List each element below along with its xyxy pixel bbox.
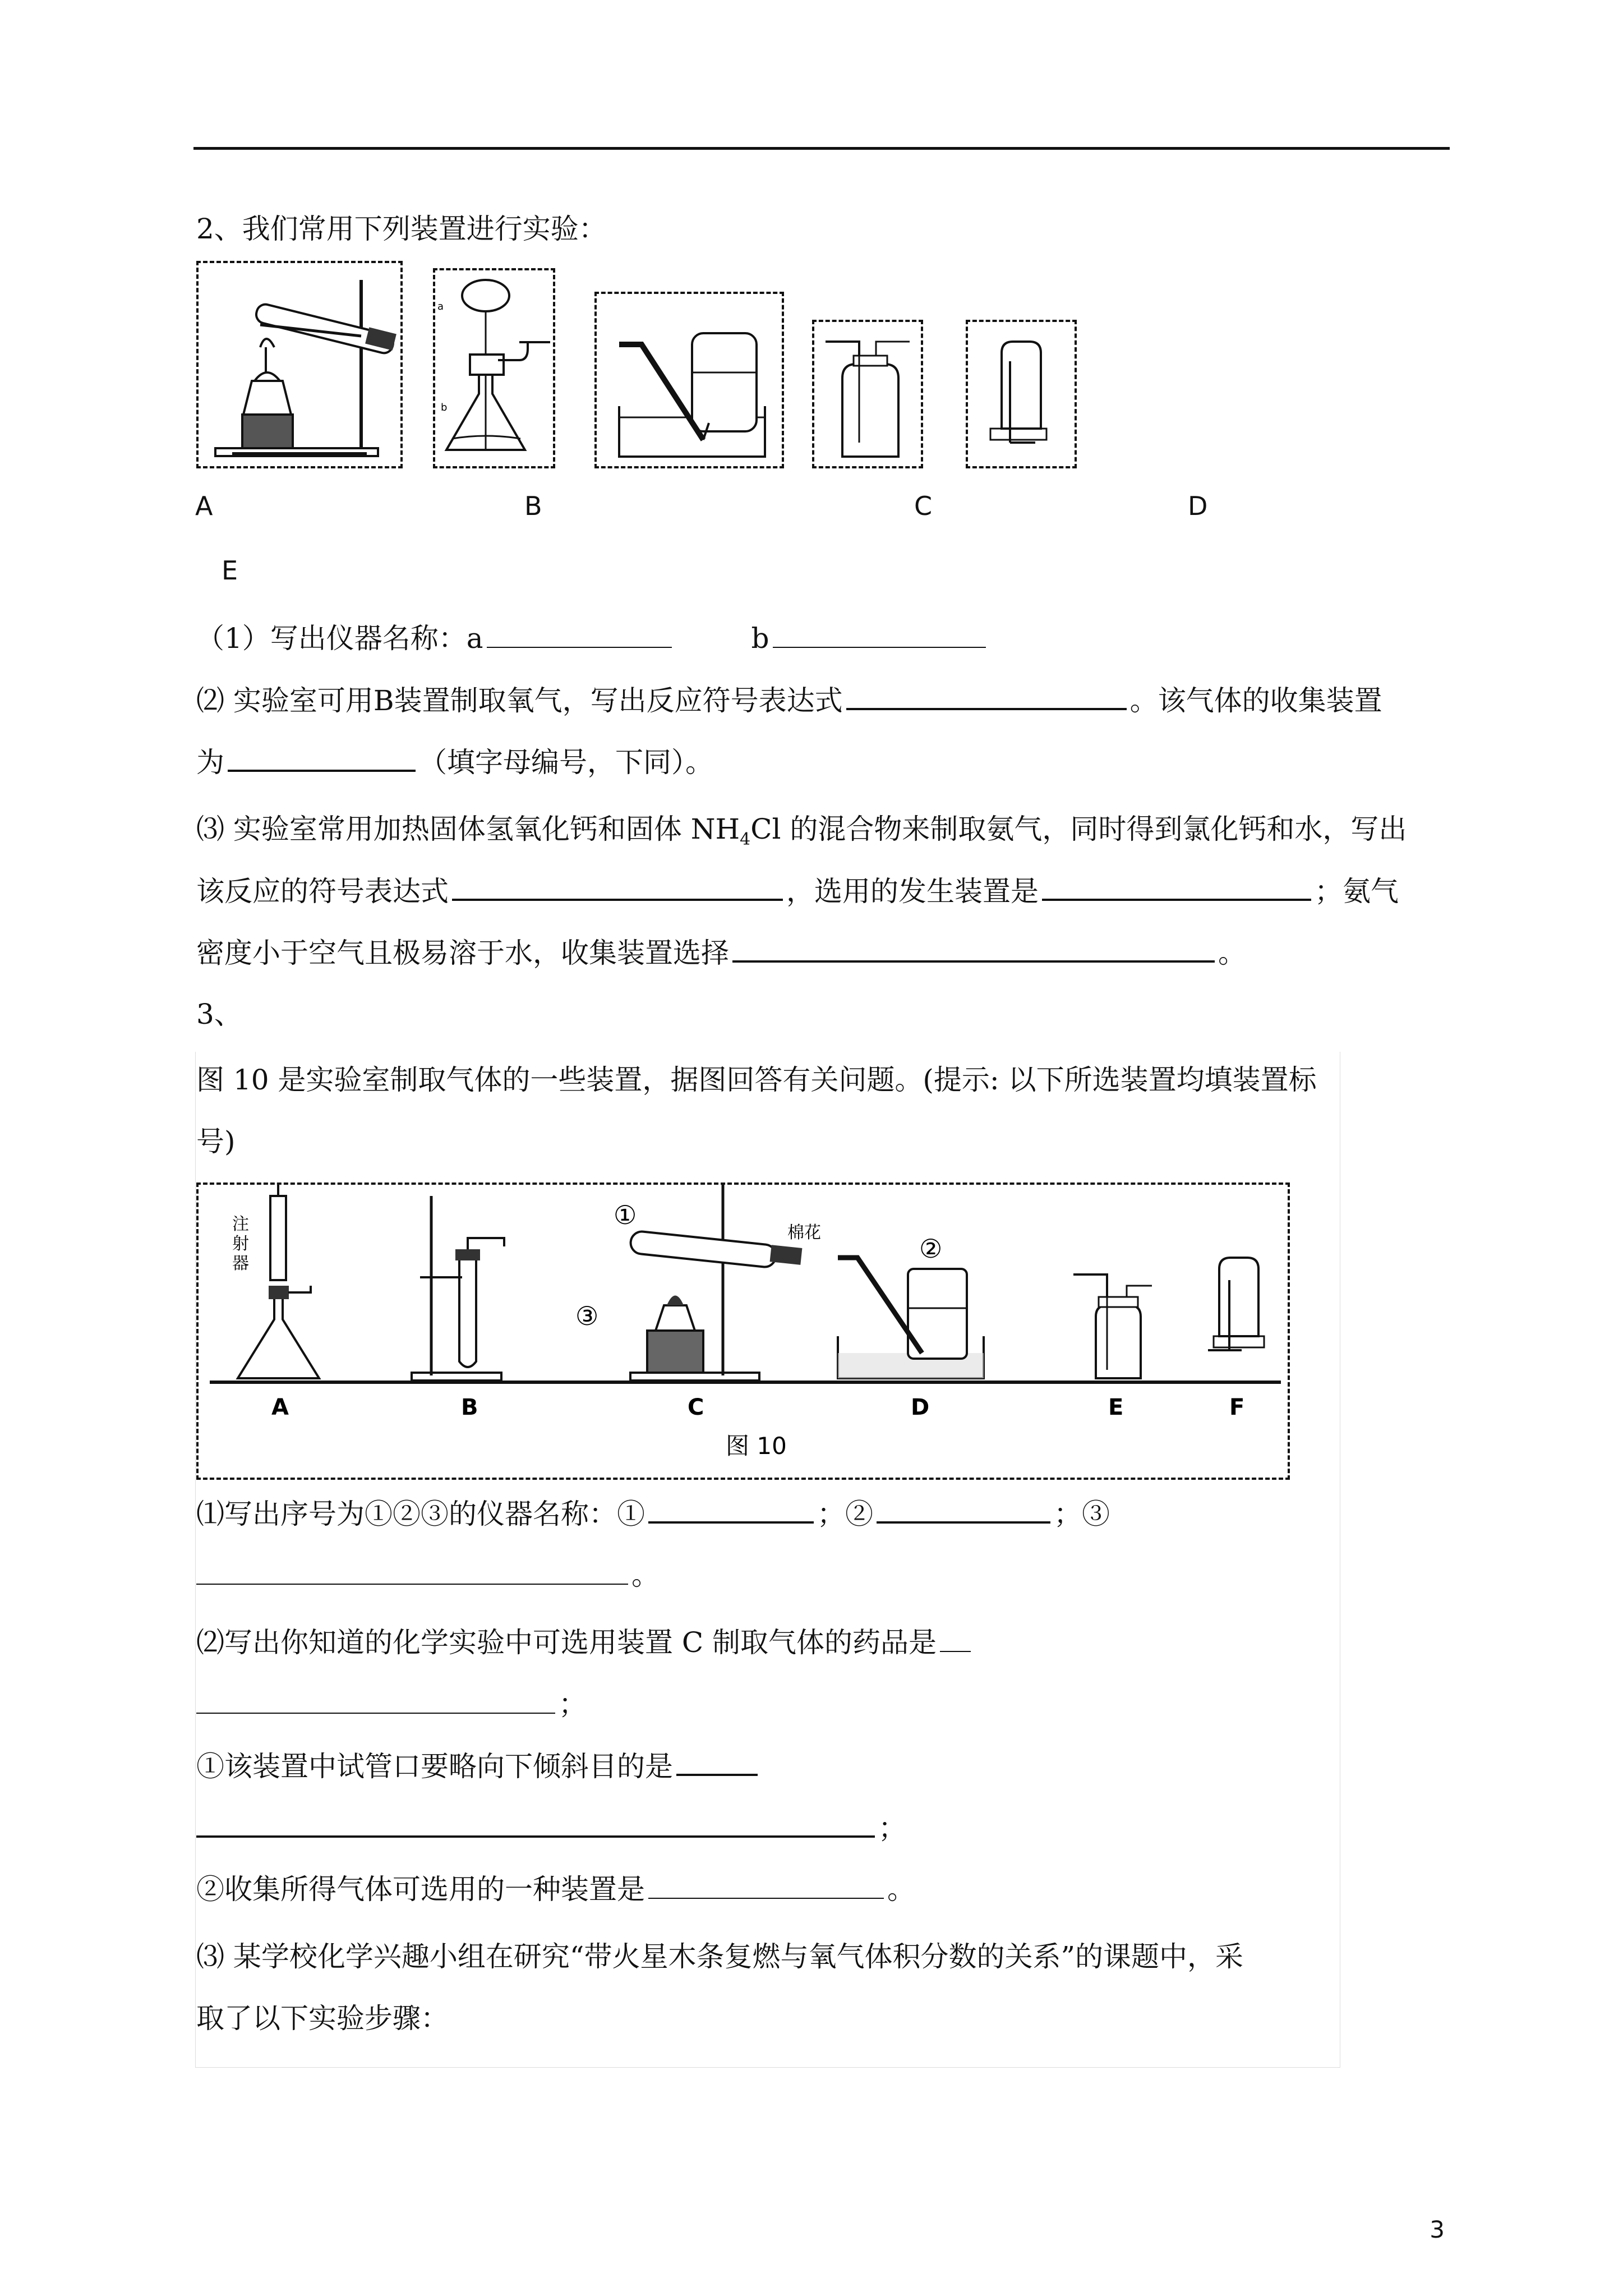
q2-blank-ammonia-equation[interactable]: [452, 874, 783, 901]
syringe-label-2: 射: [232, 1234, 249, 1254]
q3-intro-line2: 号): [196, 1125, 236, 1158]
apparatus-B-figure: [435, 270, 553, 467]
apparatus-C-frame: [594, 292, 784, 468]
fig10-label-F: F: [1229, 1395, 1245, 1420]
q2-part3-text-g: 。: [1218, 937, 1246, 969]
q2-blank-generator[interactable]: [1042, 874, 1311, 901]
fig10-label-C: C: [688, 1395, 704, 1420]
q2-part3-line2: [196, 874, 1399, 908]
q2-intro: 2、我们常用下列装置进行实验：: [196, 213, 607, 245]
q2-part1-b: b: [751, 622, 769, 655]
apparatus-E-figure: [968, 322, 1075, 467]
q2-part1: [196, 622, 989, 655]
q2-part3-text-a: ⑶ 实验室常用加热固体氢氧化钙和固体 NH: [196, 813, 740, 845]
syringe-label-1: 注: [232, 1214, 249, 1234]
q3-part3-line2: 取了以下实验步骤：: [196, 2002, 449, 2035]
apparatus-A-frame: [196, 261, 403, 468]
q2-blank-b[interactable]: [773, 622, 986, 648]
q2-part3-text-b: Cl 的混合物来制取氨气，同时得到氯化钙和水，写出: [750, 813, 1407, 845]
figure-10: [199, 1185, 1288, 1478]
q3-part2-text-f: 。: [887, 1873, 915, 1906]
q3-part1-line2: [196, 1558, 660, 1592]
q3-part1-text-c: ；③: [1054, 1498, 1110, 1530]
q2-part2-text-d: （填字母编号，下同）。: [419, 746, 713, 779]
q3-part1-line1: [196, 1497, 1110, 1531]
q2-part3-line3: [196, 936, 1246, 970]
apparatus-C-figure: [597, 294, 782, 467]
fig10-caption: 图 10: [726, 1432, 787, 1460]
q2-part3-text-d: ，选用的发生装置是: [786, 875, 1039, 908]
q2-part3-line1: [196, 812, 1407, 857]
q2-part2-line2: [196, 745, 713, 779]
q3-part3-line1: ⑶ 某学校化学兴趣小组在研究“带火星木条复燃与氧气体积分数的关系”的课题中，采: [196, 1940, 1244, 1973]
figure-mark-2: ②: [919, 1234, 943, 1264]
q3-part2-text-e: ②收集所得气体可选用的一种装置是: [196, 1873, 645, 1906]
q3-blank-1[interactable]: [648, 1497, 814, 1524]
q3-blank-2[interactable]: [877, 1497, 1050, 1524]
q2-part3-text-f: 密度小于空气且极易溶于水，收集装置选择: [196, 937, 729, 969]
fig10-label-D: D: [911, 1395, 930, 1420]
svg-text:a: a: [437, 301, 444, 312]
q3-part2-text-b: ；: [559, 1688, 587, 1720]
cotton-label: 棉花: [787, 1223, 821, 1243]
q3-part1-text-a: ⑴写出序号为①②③的仪器名称：①: [196, 1498, 645, 1530]
q3-intro-line1: 图 10 是实验室制取气体的一些装置，据图回答有关问题。(提示: 以下所选装置均填装置标: [196, 1064, 1317, 1096]
fig10-label-A: A: [271, 1395, 289, 1420]
label-C: C: [914, 491, 933, 521]
q3-blank-collect[interactable]: [648, 1873, 884, 1899]
q2-part2-text-b: 。该气体的收集装置: [1129, 684, 1382, 717]
q2-part3-text-c: 该反应的符号表达式: [196, 875, 449, 908]
q3-part1-text-b: ；②: [817, 1498, 873, 1530]
apparatus-B-frame: [433, 268, 555, 468]
q2-part3-text-e: ；氨气: [1315, 875, 1399, 908]
q2-part2-text-c: 为: [196, 746, 224, 779]
q2-blank-equation[interactable]: [846, 683, 1127, 710]
label-A: A: [195, 491, 213, 521]
q3-part2-line1: [196, 1626, 974, 1659]
q3-part2-line5: [196, 1872, 915, 1906]
q2-blank-ammonia-collect[interactable]: [732, 936, 1215, 963]
q3-blank-drug[interactable]: [196, 1688, 555, 1714]
apparatus-A-figure: [199, 263, 400, 466]
q2-part1-prefix: （1）写出仪器名称：a: [196, 622, 483, 655]
syringe-label-3: 器: [232, 1254, 249, 1273]
q3-number: 3、: [196, 998, 242, 1030]
q3-part2-line3: [196, 1749, 761, 1783]
fig10-label-E: E: [1108, 1395, 1124, 1420]
page-number: 3: [1430, 2216, 1445, 2243]
q3-blank-3[interactable]: [196, 1559, 628, 1585]
apparatus-D-figure: [814, 322, 921, 467]
q3-blank-purpose-start[interactable]: [676, 1749, 758, 1776]
q3-part2-line4: [196, 1811, 906, 1845]
q3-part2-line2: [196, 1687, 587, 1721]
q2-part2-text-a: ⑵ 实验室可用B装置制取氧气，写出反应符号表达式: [196, 684, 843, 717]
header-rule: [193, 147, 1450, 150]
q2-blank-a[interactable]: [487, 622, 672, 648]
q3-blank-drug-start[interactable]: [940, 1626, 971, 1652]
label-E: E: [222, 555, 238, 586]
svg-text:b: b: [441, 402, 448, 413]
label-B: B: [524, 491, 542, 521]
q3-part2-text-c: ①该装置中试管口要略向下倾斜目的是: [196, 1750, 673, 1783]
figure-10-frame: [196, 1182, 1290, 1480]
apparatus-E-frame: [966, 320, 1077, 468]
apparatus-D-frame: [812, 320, 923, 468]
q3-blank-purpose[interactable]: [196, 1811, 875, 1838]
fig10-label-B: B: [461, 1395, 478, 1420]
q3-part1-text-d: 。: [631, 1559, 660, 1591]
figure-mark-1: ①: [614, 1200, 637, 1230]
q2-part2-line1: [196, 683, 1382, 717]
q3-part2-text-a: ⑵写出你知道的化学实验中可选用装置 C 制取气体的药品是: [196, 1626, 937, 1659]
q2-blank-collect[interactable]: [228, 745, 416, 772]
q3-part2-text-d: ；: [878, 1812, 906, 1844]
figure-mark-3: ③: [575, 1301, 599, 1331]
q2-part3-subscript: 4: [740, 830, 751, 849]
label-D: D: [1188, 491, 1208, 521]
